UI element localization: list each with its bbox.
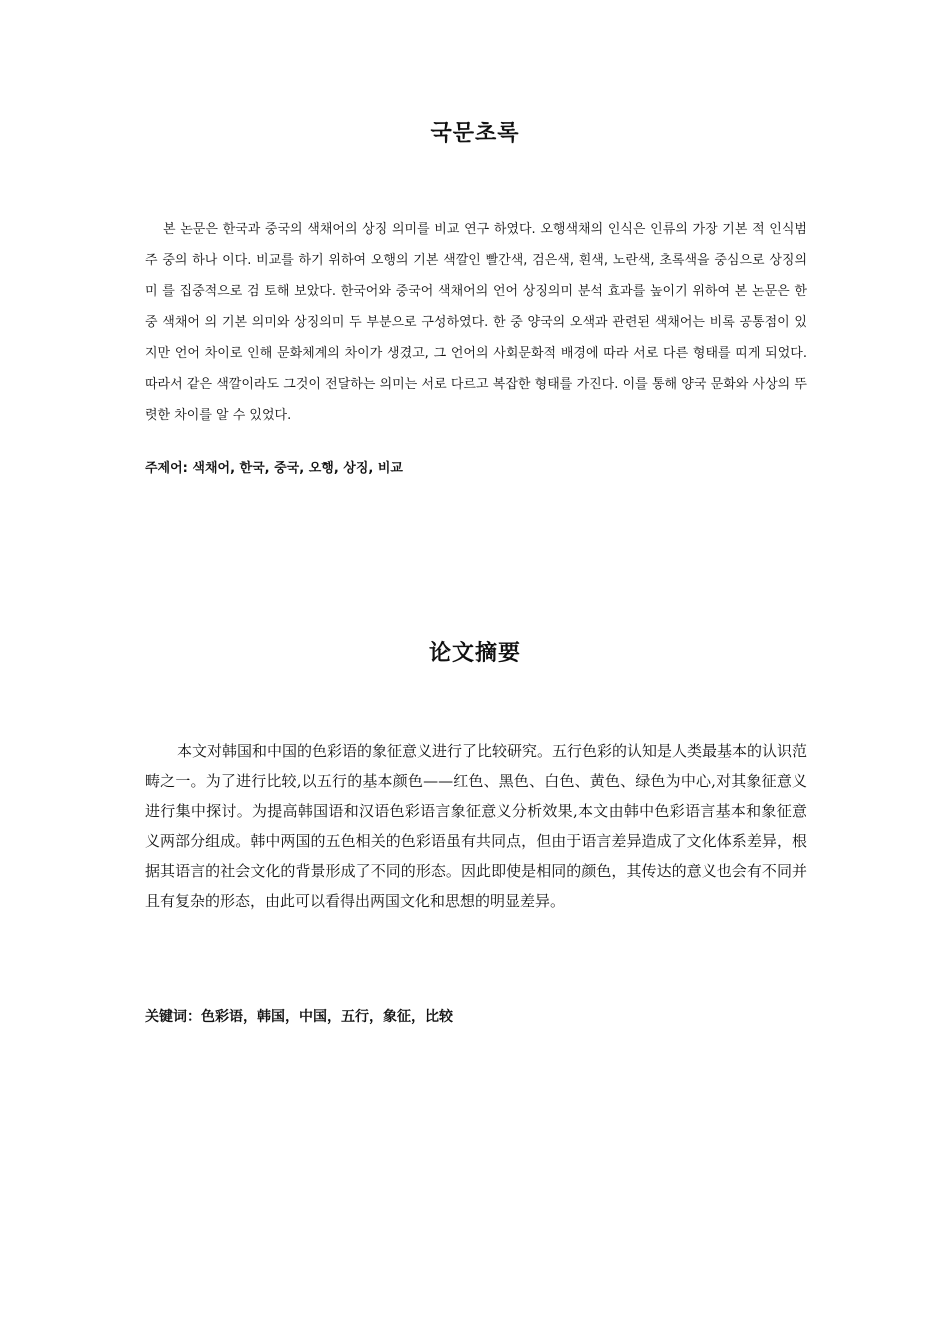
chinese-keywords-label: 关键词： xyxy=(145,1009,201,1025)
chinese-abstract-body: 本文对韩国和中国的色彩语的象征意义进行了比较研究。五行色彩的认知是人类最基本的认识范畴之一。为了进行比较,以五行的基本颜色——红色、黑色、白色、黄色、绿色为中心,对其象征意义进行集中探讨。为提高韩国语和汉语色彩语言象征意义分析效果,本文由韩中色彩语言基本和象征意义两部分组成。韩中两国的五色相关的色彩语虽有共同点，但由于语言差异造成了文化体系差异，根据其语言的社会文化的背景形成了不同的形态。因此即使是相同的颜色，其传达的意义也会有不同并且有复杂的形态，由此可以看得出两国文化和思想的明显差异。 xyxy=(145,742,808,910)
chinese-keywords-line xyxy=(145,1006,807,1026)
chinese-keywords-list: 色彩语，韩国，中国，五行，象征，比较 xyxy=(201,1009,453,1025)
korean-keywords-list: 색채어, 한국, 중국, 오행, 상징, 비교 xyxy=(192,461,403,476)
korean-keywords-label: 주제어: xyxy=(145,461,188,476)
korean-abstract-body: 본 논문은 한국과 중국의 색채어의 상징 의미를 비교 연구 하였다. 오행색채의 인식은 인류의 가장 기본 적 인식범주 중의 하나 이다. 비교를 하기 위하여 오행의 기본 색깔인 빨간색, 검은색, 흰색, 노란색, 초록색을 중심으로 상징의미 를 집중적으로 검 토해 보았다. 한국어와 중국어 색채어의 언어 상징의미 분석 효과를 높이기 위하여 본 논문은 한중 색채어 의 기본 의미와 상징의미 두 부분으로 구성하였다. 한 중 양국의 오색과 관련된 색채어는 비록 공통점이 있지만 언어 차이로 인해 문화체계의 차이가 생겼고, 그 언어의 사회문화적 배경에 따라 서로 다른 형태를 띠게 되었다. 따라서 같은 색깔이라도 그것이 전달하는 의미는 서로 다르고 복잡한 형태를 가진다. 이를 통해 양국 문화와 사상의 뚜렷한 차이를 알 수 있었다. xyxy=(145,222,807,423)
korean-abstract-title: 국문초록 xyxy=(430,121,520,146)
chinese-abstract-title: 论文摘要 xyxy=(428,641,521,666)
korean-keywords-line xyxy=(145,457,807,476)
